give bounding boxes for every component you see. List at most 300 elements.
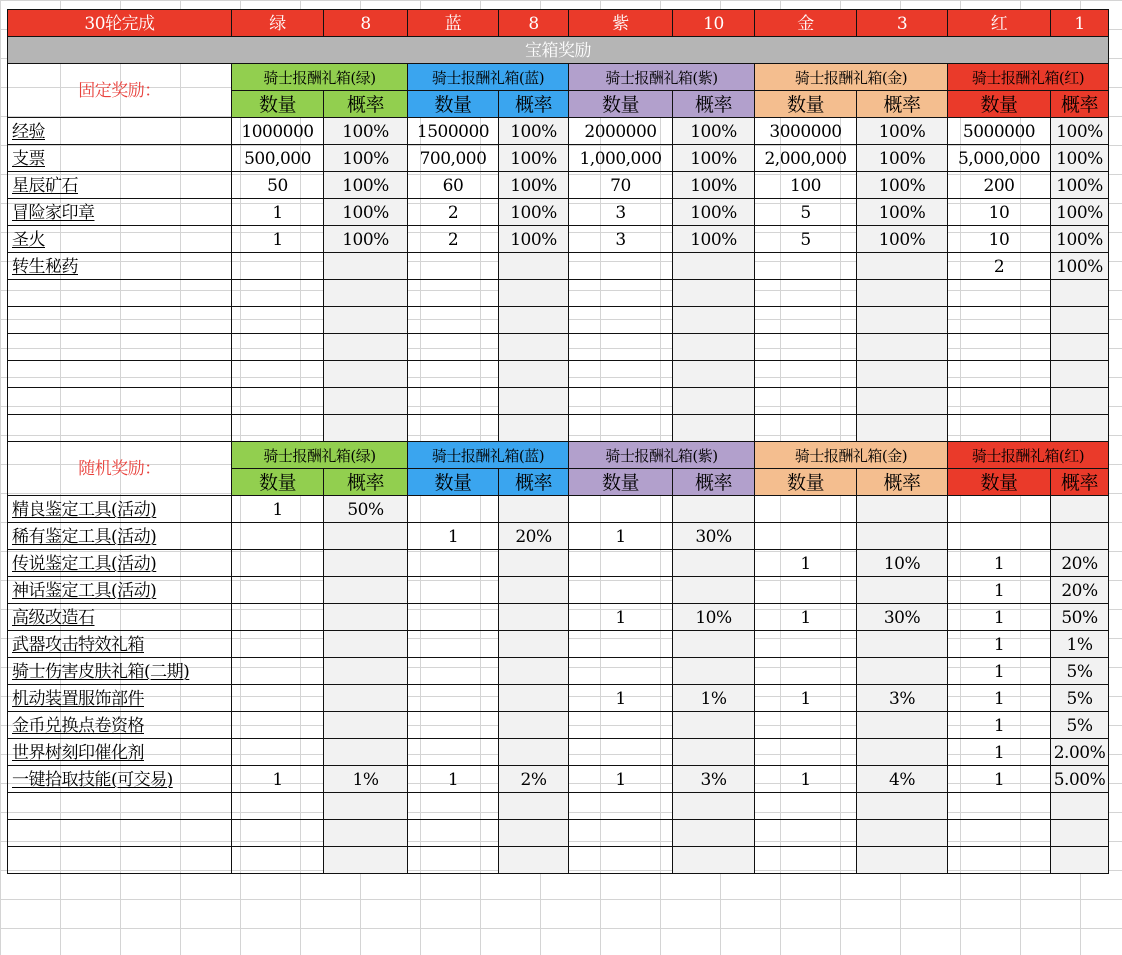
random-prob-cell[interactable] [857,847,948,874]
fixed-qty-cell[interactable]: 1,000,000 [569,145,673,172]
random-qty-cell[interactable] [408,847,499,874]
random-qty-cell[interactable] [232,793,324,820]
random-prob-cell[interactable] [499,550,569,577]
summary-cell[interactable]: 1 [1051,10,1109,37]
fixed-qty-cell[interactable]: 5 [755,226,857,253]
fixed-prob-cell[interactable]: 100% [857,145,948,172]
fixed-prob-cell[interactable] [499,334,569,361]
random-qty-cell[interactable] [569,550,673,577]
fixed-prob-cell[interactable] [673,361,755,388]
fixed-prob-cell[interactable]: 100% [673,145,755,172]
fixed-prob-cell[interactable]: 100% [1051,226,1109,253]
fixed-prob-cell[interactable] [673,307,755,334]
fixed-qty-cell[interactable]: 1000000 [232,118,324,145]
random-prob-cell[interactable] [857,523,948,550]
random-qty-cell[interactable]: 1 [569,523,673,550]
fixed-prob-header[interactable]: 概率 [673,91,755,118]
random-prob-cell[interactable] [1051,523,1109,550]
random-prob-cell[interactable] [324,577,408,604]
random-qty-header[interactable]: 数量 [755,469,857,496]
random-qty-cell[interactable] [232,523,324,550]
summary-cell[interactable]: 3 [857,10,948,37]
random-prob-cell[interactable] [499,739,569,766]
random-prob-cell[interactable] [499,631,569,658]
random-prob-cell[interactable] [857,496,948,523]
random-prob-cell[interactable] [499,496,569,523]
fixed-qty-cell[interactable] [948,361,1051,388]
fixed-qty-cell[interactable]: 2,000,000 [755,145,857,172]
fixed-prob-cell[interactable] [673,280,755,307]
fixed-prob-cell[interactable]: 100% [499,226,569,253]
fixed-qty-cell[interactable]: 3000000 [755,118,857,145]
random-qty-header[interactable]: 数量 [408,469,499,496]
random-prob-cell[interactable] [324,550,408,577]
fixed-qty-cell[interactable] [569,253,673,280]
random-qty-header[interactable]: 数量 [232,469,324,496]
fixed-item-name-cell[interactable] [8,280,232,307]
fixed-prob-cell[interactable] [324,334,408,361]
fixed-prob-cell[interactable] [857,361,948,388]
random-qty-cell[interactable] [232,712,324,739]
random-qty-cell[interactable] [569,820,673,847]
random-qty-cell[interactable] [569,793,673,820]
random-qty-cell[interactable] [569,631,673,658]
random-prob-cell[interactable]: 2% [499,766,569,793]
random-prob-cell[interactable] [499,658,569,685]
random-qty-cell[interactable] [408,658,499,685]
fixed-prob-cell[interactable] [499,307,569,334]
random-item-name-cell[interactable]: 世界树刻印催化剂 [8,739,232,766]
random-prob-cell[interactable]: 3% [673,766,755,793]
chest-reward-banner[interactable]: 宝箱奖励 [8,37,1109,64]
random-qty-cell[interactable] [408,631,499,658]
random-qty-cell[interactable] [569,712,673,739]
fixed-prob-cell[interactable] [857,307,948,334]
random-qty-header[interactable]: 数量 [569,469,673,496]
fixed-qty-cell[interactable] [232,361,324,388]
random-qty-cell[interactable] [232,820,324,847]
random-prob-cell[interactable] [1051,820,1109,847]
fixed-prob-cell[interactable] [673,388,755,415]
random-qty-cell[interactable] [948,820,1051,847]
fixed-box-header[interactable]: 骑士报酬礼箱(金) [755,64,948,91]
random-qty-cell[interactable] [569,496,673,523]
random-box-header[interactable]: 骑士报酬礼箱(绿) [232,442,408,469]
random-prob-cell[interactable]: 1% [1051,631,1109,658]
fixed-qty-cell[interactable] [755,253,857,280]
random-item-name-cell[interactable] [8,820,232,847]
summary-cell[interactable]: 8 [499,10,569,37]
fixed-prob-cell[interactable]: 100% [499,172,569,199]
fixed-item-name-cell[interactable]: 圣火 [8,226,232,253]
random-qty-cell[interactable]: 1 [755,550,857,577]
random-item-name-cell[interactable]: 机动装置服饰部件 [8,685,232,712]
fixed-prob-cell[interactable]: 100% [857,199,948,226]
random-qty-cell[interactable] [232,685,324,712]
fixed-item-name-cell[interactable]: 转生秘药 [8,253,232,280]
fixed-prob-cell[interactable]: 100% [324,199,408,226]
fixed-prob-header[interactable]: 概率 [499,91,569,118]
random-prob-cell[interactable]: 50% [1051,604,1109,631]
fixed-prob-cell[interactable] [324,253,408,280]
random-prob-cell[interactable]: 30% [857,604,948,631]
random-qty-cell[interactable] [232,604,324,631]
random-qty-cell[interactable] [948,793,1051,820]
random-item-name-cell[interactable]: 金币兑换点卷资格 [8,712,232,739]
fixed-section-title[interactable]: 固定奖励： [8,64,232,118]
random-prob-cell[interactable] [673,739,755,766]
random-qty-cell[interactable]: 1 [948,739,1051,766]
random-prob-cell[interactable] [673,550,755,577]
random-qty-cell[interactable]: 1 [948,631,1051,658]
fixed-prob-cell[interactable] [1051,307,1109,334]
random-prob-cell[interactable] [857,793,948,820]
random-prob-cell[interactable] [499,820,569,847]
fixed-qty-header[interactable]: 数量 [948,91,1051,118]
fixed-qty-cell[interactable] [408,388,499,415]
fixed-prob-cell[interactable]: 100% [1051,145,1109,172]
fixed-prob-cell[interactable]: 100% [1051,253,1109,280]
random-prob-cell[interactable]: 3% [857,685,948,712]
random-prob-cell[interactable]: 1% [324,766,408,793]
random-prob-cell[interactable] [324,712,408,739]
random-qty-cell[interactable] [755,631,857,658]
fixed-item-name-cell[interactable]: 星辰矿石 [8,172,232,199]
fixed-prob-cell[interactable]: 100% [673,199,755,226]
fixed-qty-cell[interactable]: 1 [232,199,324,226]
random-prob-header[interactable]: 概率 [857,469,948,496]
fixed-prob-cell[interactable] [857,334,948,361]
random-qty-cell[interactable] [755,820,857,847]
fixed-prob-cell[interactable]: 100% [673,226,755,253]
random-prob-cell[interactable] [673,658,755,685]
random-qty-cell[interactable] [408,604,499,631]
fixed-qty-cell[interactable]: 10 [948,226,1051,253]
fixed-qty-cell[interactable] [569,415,673,442]
fixed-qty-cell[interactable] [232,388,324,415]
random-qty-cell[interactable] [948,496,1051,523]
summary-cell[interactable]: 红 [948,10,1051,37]
random-prob-cell[interactable] [857,658,948,685]
random-qty-cell[interactable] [569,847,673,874]
random-qty-cell[interactable]: 1 [948,550,1051,577]
random-prob-cell[interactable]: 4% [857,766,948,793]
random-qty-cell[interactable]: 1 [948,658,1051,685]
fixed-qty-cell[interactable]: 5 [755,199,857,226]
random-box-header[interactable]: 骑士报酬礼箱(紫) [569,442,755,469]
fixed-prob-cell[interactable]: 100% [857,118,948,145]
fixed-item-name-cell[interactable] [8,307,232,334]
fixed-qty-cell[interactable] [948,415,1051,442]
fixed-qty-cell[interactable] [408,415,499,442]
fixed-prob-cell[interactable] [1051,361,1109,388]
fixed-qty-cell[interactable] [755,334,857,361]
fixed-prob-cell[interactable] [499,253,569,280]
fixed-prob-cell[interactable]: 100% [499,118,569,145]
random-prob-cell[interactable]: 20% [499,523,569,550]
random-qty-cell[interactable] [232,577,324,604]
fixed-qty-cell[interactable]: 200 [948,172,1051,199]
random-prob-cell[interactable] [324,739,408,766]
random-prob-cell[interactable]: 30% [673,523,755,550]
fixed-qty-cell[interactable] [755,361,857,388]
fixed-qty-cell[interactable] [755,280,857,307]
fixed-qty-cell[interactable]: 2000000 [569,118,673,145]
random-prob-cell[interactable]: 5% [1051,658,1109,685]
random-qty-cell[interactable]: 1 [948,577,1051,604]
random-qty-cell[interactable]: 1 [948,685,1051,712]
fixed-prob-cell[interactable]: 100% [324,226,408,253]
fixed-prob-cell[interactable] [499,388,569,415]
fixed-prob-cell[interactable] [857,280,948,307]
random-prob-cell[interactable] [324,793,408,820]
random-prob-cell[interactable] [857,739,948,766]
random-qty-cell[interactable]: 1 [948,766,1051,793]
fixed-qty-header[interactable]: 数量 [408,91,499,118]
fixed-qty-header[interactable]: 数量 [569,91,673,118]
random-prob-cell[interactable] [857,631,948,658]
random-qty-cell[interactable] [569,658,673,685]
fixed-qty-cell[interactable] [948,334,1051,361]
fixed-qty-cell[interactable]: 100 [755,172,857,199]
random-prob-cell[interactable] [673,847,755,874]
random-qty-cell[interactable]: 1 [408,523,499,550]
fixed-qty-cell[interactable]: 2 [948,253,1051,280]
fixed-qty-cell[interactable]: 50 [232,172,324,199]
random-qty-cell[interactable] [408,793,499,820]
fixed-qty-cell[interactable]: 1500000 [408,118,499,145]
fixed-qty-cell[interactable] [232,280,324,307]
random-qty-cell[interactable] [408,739,499,766]
fixed-prob-cell[interactable]: 100% [499,145,569,172]
fixed-prob-cell[interactable] [324,280,408,307]
fixed-prob-cell[interactable]: 100% [1051,172,1109,199]
random-prob-cell[interactable]: 5% [1051,712,1109,739]
random-prob-cell[interactable]: 20% [1051,577,1109,604]
random-qty-cell[interactable] [408,496,499,523]
fixed-qty-header[interactable]: 数量 [755,91,857,118]
summary-cell[interactable]: 蓝 [408,10,499,37]
random-item-name-cell[interactable]: 高级改造石 [8,604,232,631]
fixed-qty-cell[interactable] [569,388,673,415]
fixed-item-name-cell[interactable] [8,361,232,388]
fixed-prob-cell[interactable]: 100% [324,145,408,172]
random-prob-cell[interactable] [673,496,755,523]
fixed-prob-cell[interactable]: 100% [1051,118,1109,145]
fixed-prob-cell[interactable]: 100% [673,172,755,199]
random-qty-cell[interactable] [232,658,324,685]
fixed-qty-header[interactable]: 数量 [232,91,324,118]
random-box-header[interactable]: 骑士报酬礼箱(红) [948,442,1109,469]
fixed-qty-cell[interactable] [569,307,673,334]
fixed-prob-cell[interactable]: 100% [673,118,755,145]
random-qty-cell[interactable]: 1 [408,766,499,793]
random-prob-cell[interactable]: 10% [857,550,948,577]
random-prob-cell[interactable] [673,631,755,658]
random-qty-cell[interactable]: 1 [948,604,1051,631]
fixed-qty-cell[interactable] [232,415,324,442]
random-prob-cell[interactable] [1051,847,1109,874]
random-qty-cell[interactable]: 1 [755,604,857,631]
random-prob-cell[interactable] [324,820,408,847]
random-prob-cell[interactable]: 50% [324,496,408,523]
fixed-prob-cell[interactable] [857,253,948,280]
random-prob-cell[interactable] [673,793,755,820]
random-prob-cell[interactable] [324,847,408,874]
random-prob-cell[interactable] [499,847,569,874]
fixed-item-name-cell[interactable] [8,415,232,442]
random-box-header[interactable]: 骑士报酬礼箱(蓝) [408,442,569,469]
random-prob-cell[interactable] [673,577,755,604]
random-item-name-cell[interactable]: 精良鉴定工具(活动) [8,496,232,523]
fixed-item-name-cell[interactable] [8,334,232,361]
fixed-prob-cell[interactable] [499,415,569,442]
fixed-qty-cell[interactable] [232,253,324,280]
fixed-qty-cell[interactable] [755,307,857,334]
random-qty-cell[interactable]: 1 [569,604,673,631]
random-prob-cell[interactable] [857,820,948,847]
random-prob-cell[interactable] [673,820,755,847]
random-prob-cell[interactable] [499,577,569,604]
fixed-box-header[interactable]: 骑士报酬礼箱(绿) [232,64,408,91]
random-qty-cell[interactable] [755,496,857,523]
fixed-qty-cell[interactable]: 3 [569,199,673,226]
random-prob-cell[interactable] [499,712,569,739]
random-prob-cell[interactable] [1051,496,1109,523]
fixed-box-header[interactable]: 骑士报酬礼箱(红) [948,64,1109,91]
fixed-qty-cell[interactable] [755,388,857,415]
fixed-qty-cell[interactable]: 3 [569,226,673,253]
fixed-qty-cell[interactable]: 70 [569,172,673,199]
random-prob-cell[interactable] [857,577,948,604]
fixed-item-name-cell[interactable]: 冒险家印章 [8,199,232,226]
fixed-qty-cell[interactable]: 5,000,000 [948,145,1051,172]
random-qty-cell[interactable] [408,550,499,577]
random-qty-cell[interactable] [232,739,324,766]
random-prob-header[interactable]: 概率 [673,469,755,496]
fixed-qty-cell[interactable] [408,280,499,307]
fixed-prob-cell[interactable] [499,280,569,307]
random-prob-cell[interactable] [324,604,408,631]
fixed-item-name-cell[interactable]: 经验 [8,118,232,145]
random-item-name-cell[interactable]: 骑士伤害皮肤礼箱(二期) [8,658,232,685]
random-item-name-cell[interactable]: 神话鉴定工具(活动) [8,577,232,604]
random-qty-cell[interactable]: 1 [232,496,324,523]
random-qty-cell[interactable] [755,523,857,550]
fixed-prob-cell[interactable]: 100% [499,199,569,226]
fixed-prob-header[interactable]: 概率 [324,91,408,118]
fixed-prob-header[interactable]: 概率 [1051,91,1109,118]
fixed-prob-cell[interactable]: 100% [1051,199,1109,226]
random-qty-cell[interactable] [232,631,324,658]
random-qty-cell[interactable] [755,658,857,685]
random-prob-cell[interactable]: 5% [1051,685,1109,712]
fixed-prob-cell[interactable] [673,415,755,442]
fixed-prob-cell[interactable] [324,307,408,334]
random-prob-cell[interactable] [324,631,408,658]
random-prob-cell[interactable] [673,712,755,739]
random-qty-cell[interactable] [948,523,1051,550]
fixed-qty-cell[interactable]: 2 [408,226,499,253]
summary-cell[interactable]: 金 [755,10,857,37]
fixed-prob-cell[interactable]: 100% [857,172,948,199]
fixed-prob-cell[interactable]: 100% [324,118,408,145]
random-prob-cell[interactable] [857,712,948,739]
fixed-item-name-cell[interactable]: 支票 [8,145,232,172]
random-qty-header[interactable]: 数量 [948,469,1051,496]
fixed-qty-cell[interactable]: 5000000 [948,118,1051,145]
random-qty-cell[interactable] [408,577,499,604]
random-qty-cell[interactable] [948,847,1051,874]
fixed-qty-cell[interactable]: 700,000 [408,145,499,172]
summary-cell[interactable]: 10 [673,10,755,37]
fixed-box-header[interactable]: 骑士报酬礼箱(紫) [569,64,755,91]
fixed-prob-cell[interactable] [1051,388,1109,415]
random-prob-cell[interactable] [499,685,569,712]
random-prob-cell[interactable]: 20% [1051,550,1109,577]
random-item-name-cell[interactable] [8,793,232,820]
fixed-qty-cell[interactable] [232,334,324,361]
random-qty-cell[interactable]: 1 [569,685,673,712]
fixed-qty-cell[interactable] [408,307,499,334]
random-section-title[interactable]: 随机奖励： [8,442,232,496]
random-prob-cell[interactable]: 1% [673,685,755,712]
fixed-qty-cell[interactable]: 2 [408,199,499,226]
fixed-qty-cell[interactable]: 10 [948,199,1051,226]
random-qty-cell[interactable] [755,712,857,739]
random-item-name-cell[interactable]: 一键拾取技能(可交易) [8,766,232,793]
fixed-prob-cell[interactable] [857,415,948,442]
fixed-qty-cell[interactable]: 500,000 [232,145,324,172]
fixed-prob-cell[interactable] [324,388,408,415]
fixed-qty-cell[interactable] [755,415,857,442]
random-item-name-cell[interactable]: 稀有鉴定工具(活动) [8,523,232,550]
fixed-qty-cell[interactable]: 60 [408,172,499,199]
random-qty-cell[interactable] [569,577,673,604]
fixed-qty-cell[interactable] [569,280,673,307]
random-item-name-cell[interactable] [8,847,232,874]
fixed-prob-cell[interactable] [324,361,408,388]
fixed-qty-cell[interactable] [408,334,499,361]
random-qty-cell[interactable] [408,820,499,847]
random-qty-cell[interactable] [569,739,673,766]
random-prob-cell[interactable] [324,658,408,685]
rounds-complete-cell[interactable]: 30轮完成 [8,10,232,37]
random-qty-cell[interactable] [232,847,324,874]
fixed-qty-cell[interactable] [948,280,1051,307]
random-qty-cell[interactable]: 1 [948,712,1051,739]
random-box-header[interactable]: 骑士报酬礼箱(金) [755,442,948,469]
random-prob-header[interactable]: 概率 [499,469,569,496]
random-qty-cell[interactable] [408,712,499,739]
random-item-name-cell[interactable]: 武器攻击特效礼箱 [8,631,232,658]
summary-cell[interactable]: 绿 [232,10,324,37]
random-qty-cell[interactable]: 1 [755,766,857,793]
fixed-qty-cell[interactable]: 1 [232,226,324,253]
random-prob-cell[interactable]: 10% [673,604,755,631]
random-qty-cell[interactable] [755,793,857,820]
fixed-box-header[interactable]: 骑士报酬礼箱(蓝) [408,64,569,91]
random-qty-cell[interactable] [755,577,857,604]
random-qty-cell[interactable] [408,685,499,712]
fixed-prob-cell[interactable] [499,361,569,388]
random-qty-cell[interactable]: 1 [232,766,324,793]
fixed-prob-cell[interactable] [857,388,948,415]
fixed-prob-cell[interactable] [1051,280,1109,307]
random-prob-cell[interactable]: 5.00% [1051,766,1109,793]
random-prob-header[interactable]: 概率 [324,469,408,496]
fixed-prob-cell[interactable] [324,415,408,442]
